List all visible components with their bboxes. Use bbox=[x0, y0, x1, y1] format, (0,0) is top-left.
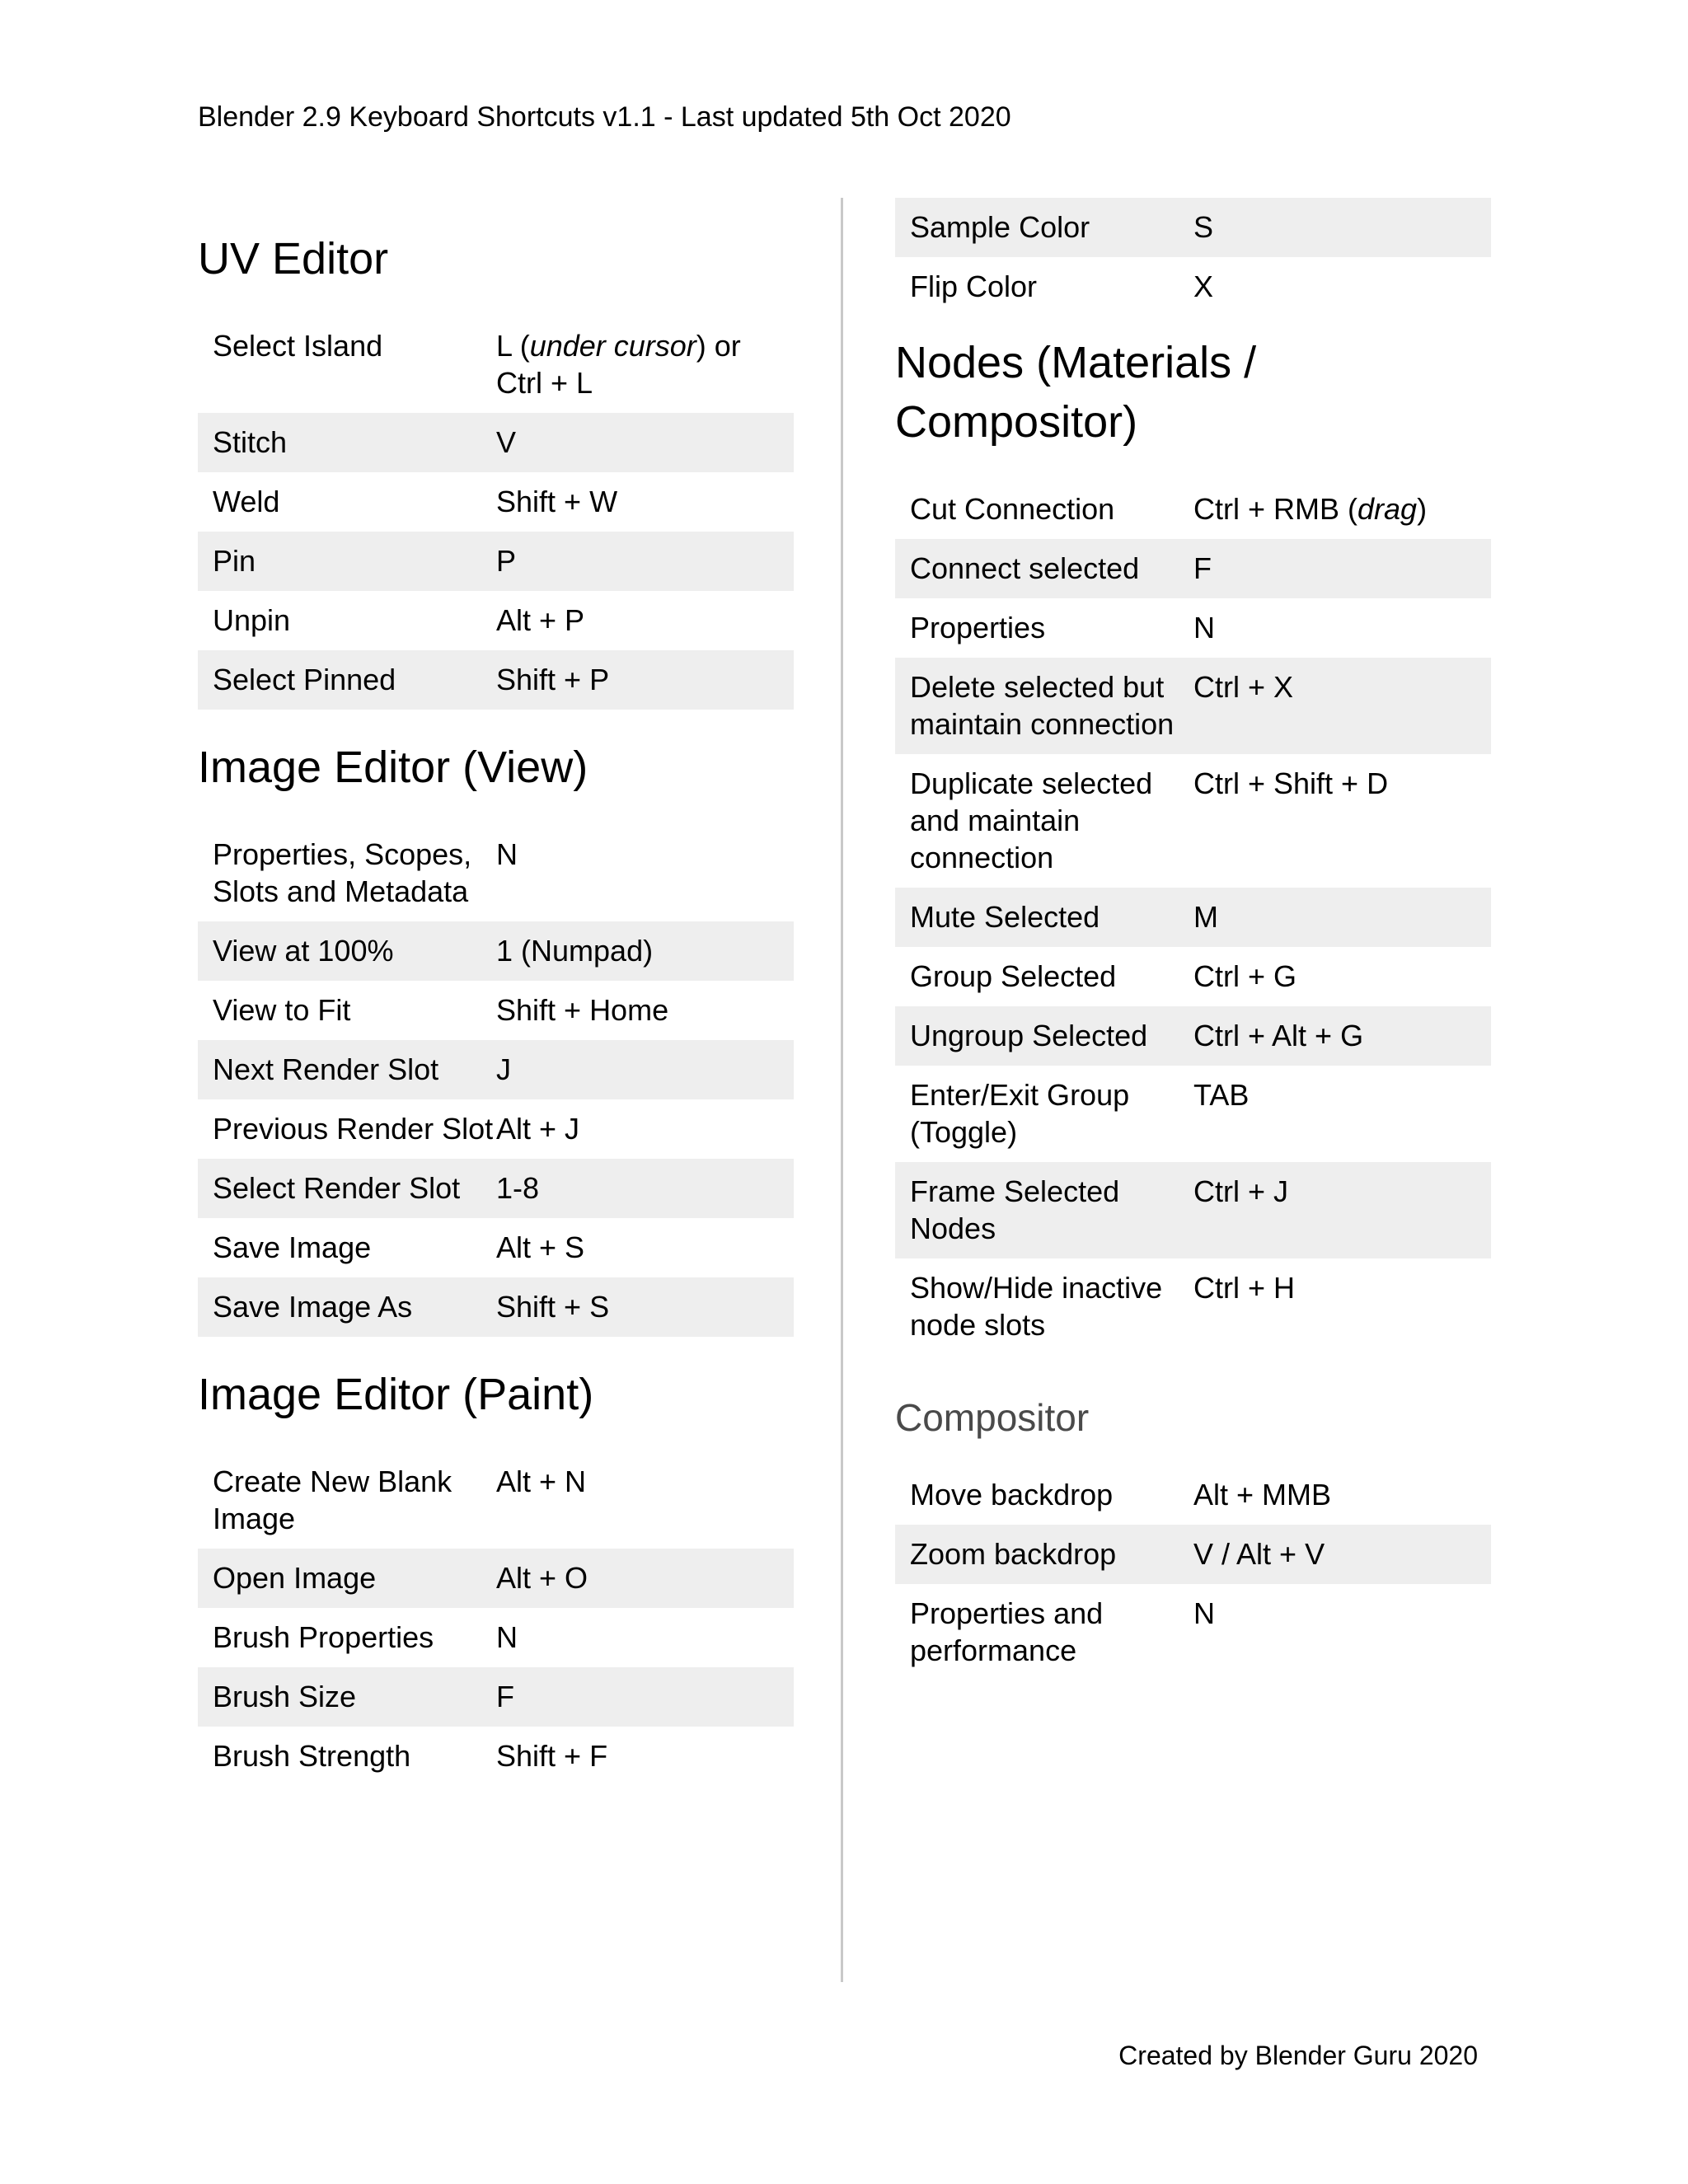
shortcut-keys: V bbox=[496, 425, 517, 459]
shortcut-keys: TAB bbox=[1193, 1078, 1250, 1112]
section-title-image-editor-view: Image Editor (View) bbox=[198, 743, 588, 792]
section-title-nodes: Nodes (Materials / Compositor) bbox=[895, 338, 1257, 447]
shortcut-action: View at 100% bbox=[213, 934, 394, 968]
shortcut-keys: N bbox=[1193, 611, 1215, 644]
table-row bbox=[198, 825, 794, 921]
shortcut-action: Save Image As bbox=[213, 1290, 413, 1324]
shortcut-action: Stitch bbox=[213, 425, 288, 459]
table-row bbox=[895, 754, 1491, 888]
subsection-title-compositor: Compositor bbox=[895, 1396, 1090, 1439]
shortcut-table-uv-editor bbox=[198, 316, 794, 710]
shortcut-keys: Shift + W bbox=[496, 485, 618, 518]
shortcut-action: Select Pinned bbox=[213, 663, 396, 696]
shortcut-keys: Alt + P bbox=[496, 603, 585, 637]
table-row bbox=[198, 1040, 794, 1099]
shortcut-action: Create New Blank Image bbox=[213, 1465, 452, 1535]
table-row bbox=[895, 598, 1491, 658]
shortcut-keys: V / Alt + V bbox=[1193, 1537, 1325, 1571]
table-row bbox=[198, 1218, 794, 1277]
shortcut-keys: Shift + P bbox=[496, 663, 610, 696]
shortcut-keys: N bbox=[496, 1620, 518, 1654]
page-header: Blender 2.9 Keyboard Shortcuts v1.1 - Last updated 5th Oct 2020 bbox=[198, 101, 1011, 133]
shortcut-action: Frame Selected Nodes bbox=[910, 1174, 1120, 1245]
column-divider bbox=[841, 198, 843, 1982]
shortcut-keys: Ctrl + X bbox=[1193, 670, 1294, 704]
shortcut-table-nodes bbox=[895, 480, 1491, 1355]
table-row bbox=[198, 316, 794, 413]
shortcut-action: Zoom backdrop bbox=[910, 1537, 1117, 1571]
left-column bbox=[198, 198, 794, 1786]
shortcut-action: Show/Hide inactive node slots bbox=[910, 1271, 1163, 1342]
shortcut-keys: L (under cursor) or Ctrl + L bbox=[496, 329, 741, 400]
shortcut-action: Properties, Scopes, Slots and Metadata bbox=[213, 837, 472, 908]
table-row bbox=[895, 480, 1491, 539]
shortcut-action: Properties bbox=[910, 611, 1046, 644]
table-row bbox=[895, 1162, 1491, 1258]
shortcut-action: Select Render Slot bbox=[213, 1171, 461, 1205]
shortcut-action: Weld bbox=[213, 485, 280, 518]
right-column bbox=[895, 198, 1491, 1680]
shortcut-table-image-editor-paint bbox=[198, 1452, 794, 1786]
shortcut-keys: Alt + N bbox=[496, 1465, 587, 1498]
section-title-uv-editor: UV Editor bbox=[198, 234, 389, 284]
shortcut-keys: 1-8 bbox=[496, 1171, 540, 1205]
shortcut-action: Save Image bbox=[213, 1230, 372, 1264]
shortcut-action: View to Fit bbox=[213, 993, 351, 1027]
shortcut-action: Unpin bbox=[213, 603, 291, 637]
shortcut-keys: Shift + Home bbox=[496, 993, 669, 1027]
table-row bbox=[198, 921, 794, 981]
shortcut-action: Select Island bbox=[213, 329, 383, 363]
shortcut-keys: Shift + S bbox=[496, 1290, 610, 1324]
page-footer: Created by Blender Guru 2020 bbox=[1118, 2041, 1478, 2070]
shortcut-action: Previous Render Slot bbox=[213, 1112, 494, 1146]
table-row bbox=[895, 1584, 1491, 1680]
table-row bbox=[198, 1549, 794, 1608]
table-row bbox=[895, 539, 1491, 598]
shortcut-keys: M bbox=[1193, 900, 1218, 934]
shortcut-action: Mute Selected bbox=[910, 900, 1100, 934]
shortcut-action: Properties and performance bbox=[910, 1596, 1104, 1667]
shortcut-action: Brush Properties bbox=[213, 1620, 434, 1654]
shortcut-action: Connect selected bbox=[910, 551, 1140, 585]
table-row bbox=[895, 1258, 1491, 1355]
table-row bbox=[198, 472, 794, 532]
shortcut-action: Open Image bbox=[213, 1561, 377, 1595]
table-row bbox=[895, 947, 1491, 1006]
table-row bbox=[895, 198, 1491, 257]
shortcut-keys: Ctrl + J bbox=[1193, 1174, 1289, 1208]
shortcut-keys: Alt + J bbox=[496, 1112, 580, 1146]
table-row bbox=[895, 1006, 1491, 1066]
table-row bbox=[895, 888, 1491, 947]
table-row bbox=[198, 1159, 794, 1218]
table-row bbox=[198, 650, 794, 710]
shortcut-action: Cut Connection bbox=[910, 492, 1115, 526]
shortcut-action: Flip Color bbox=[910, 269, 1038, 303]
table-row bbox=[198, 1452, 794, 1549]
shortcut-action: Next Render Slot bbox=[213, 1052, 439, 1086]
section-title-image-editor-paint: Image Editor (Paint) bbox=[198, 1370, 594, 1419]
shortcut-action: Enter/Exit Group (Toggle) bbox=[910, 1078, 1130, 1149]
shortcut-keys: N bbox=[1193, 1596, 1215, 1630]
shortcut-action: Brush Size bbox=[213, 1680, 357, 1713]
shortcut-keys: Alt + MMB bbox=[1193, 1478, 1332, 1511]
shortcut-action: Ungroup Selected bbox=[910, 1019, 1148, 1052]
table-row bbox=[198, 1727, 794, 1786]
shortcut-action: Brush Strength bbox=[213, 1739, 411, 1773]
table-row bbox=[198, 1277, 794, 1337]
shortcut-keys: Ctrl + G bbox=[1193, 959, 1297, 993]
table-row bbox=[198, 413, 794, 472]
shortcut-action: Sample Color bbox=[910, 210, 1090, 244]
shortcut-action: Delete selected but maintain connection bbox=[910, 670, 1175, 741]
shortcut-action: Duplicate selected and maintain connection bbox=[910, 766, 1153, 874]
table-row bbox=[895, 658, 1491, 754]
shortcut-keys: P bbox=[496, 544, 517, 578]
table-row bbox=[198, 1667, 794, 1727]
shortcut-keys: S bbox=[1193, 210, 1214, 244]
table-row bbox=[895, 1465, 1491, 1525]
shortcut-keys: J bbox=[496, 1052, 511, 1086]
shortcut-table-image-editor-view bbox=[198, 825, 794, 1337]
shortcut-keys: F bbox=[496, 1680, 514, 1713]
shortcut-keys: F bbox=[1193, 551, 1212, 585]
shortcut-keys: Ctrl + H bbox=[1193, 1271, 1296, 1305]
shortcut-keys: 1 (Numpad) bbox=[496, 934, 654, 968]
shortcut-keys: Alt + O bbox=[496, 1561, 588, 1595]
table-row bbox=[895, 1066, 1491, 1162]
shortcut-keys: X bbox=[1193, 269, 1214, 303]
shortcut-table-image-paint-continued bbox=[895, 198, 1491, 316]
shortcut-keys: Ctrl + RMB (drag) bbox=[1193, 492, 1428, 526]
table-row bbox=[198, 981, 794, 1040]
shortcut-action: Move backdrop bbox=[910, 1478, 1114, 1511]
shortcut-keys: Alt + S bbox=[496, 1230, 585, 1264]
shortcut-keys: N bbox=[496, 837, 518, 871]
table-row bbox=[198, 591, 794, 650]
table-row bbox=[198, 1099, 794, 1159]
table-row bbox=[895, 1525, 1491, 1584]
table-row bbox=[198, 1608, 794, 1667]
table-row bbox=[198, 532, 794, 591]
shortcut-keys: Shift + F bbox=[496, 1739, 608, 1773]
shortcut-action: Group Selected bbox=[910, 959, 1117, 993]
table-row bbox=[895, 257, 1491, 316]
shortcut-keys: Ctrl + Alt + G bbox=[1193, 1019, 1364, 1052]
shortcut-action: Pin bbox=[213, 544, 256, 578]
shortcut-keys: Ctrl + Shift + D bbox=[1193, 766, 1389, 800]
shortcut-table-compositor bbox=[895, 1465, 1491, 1680]
